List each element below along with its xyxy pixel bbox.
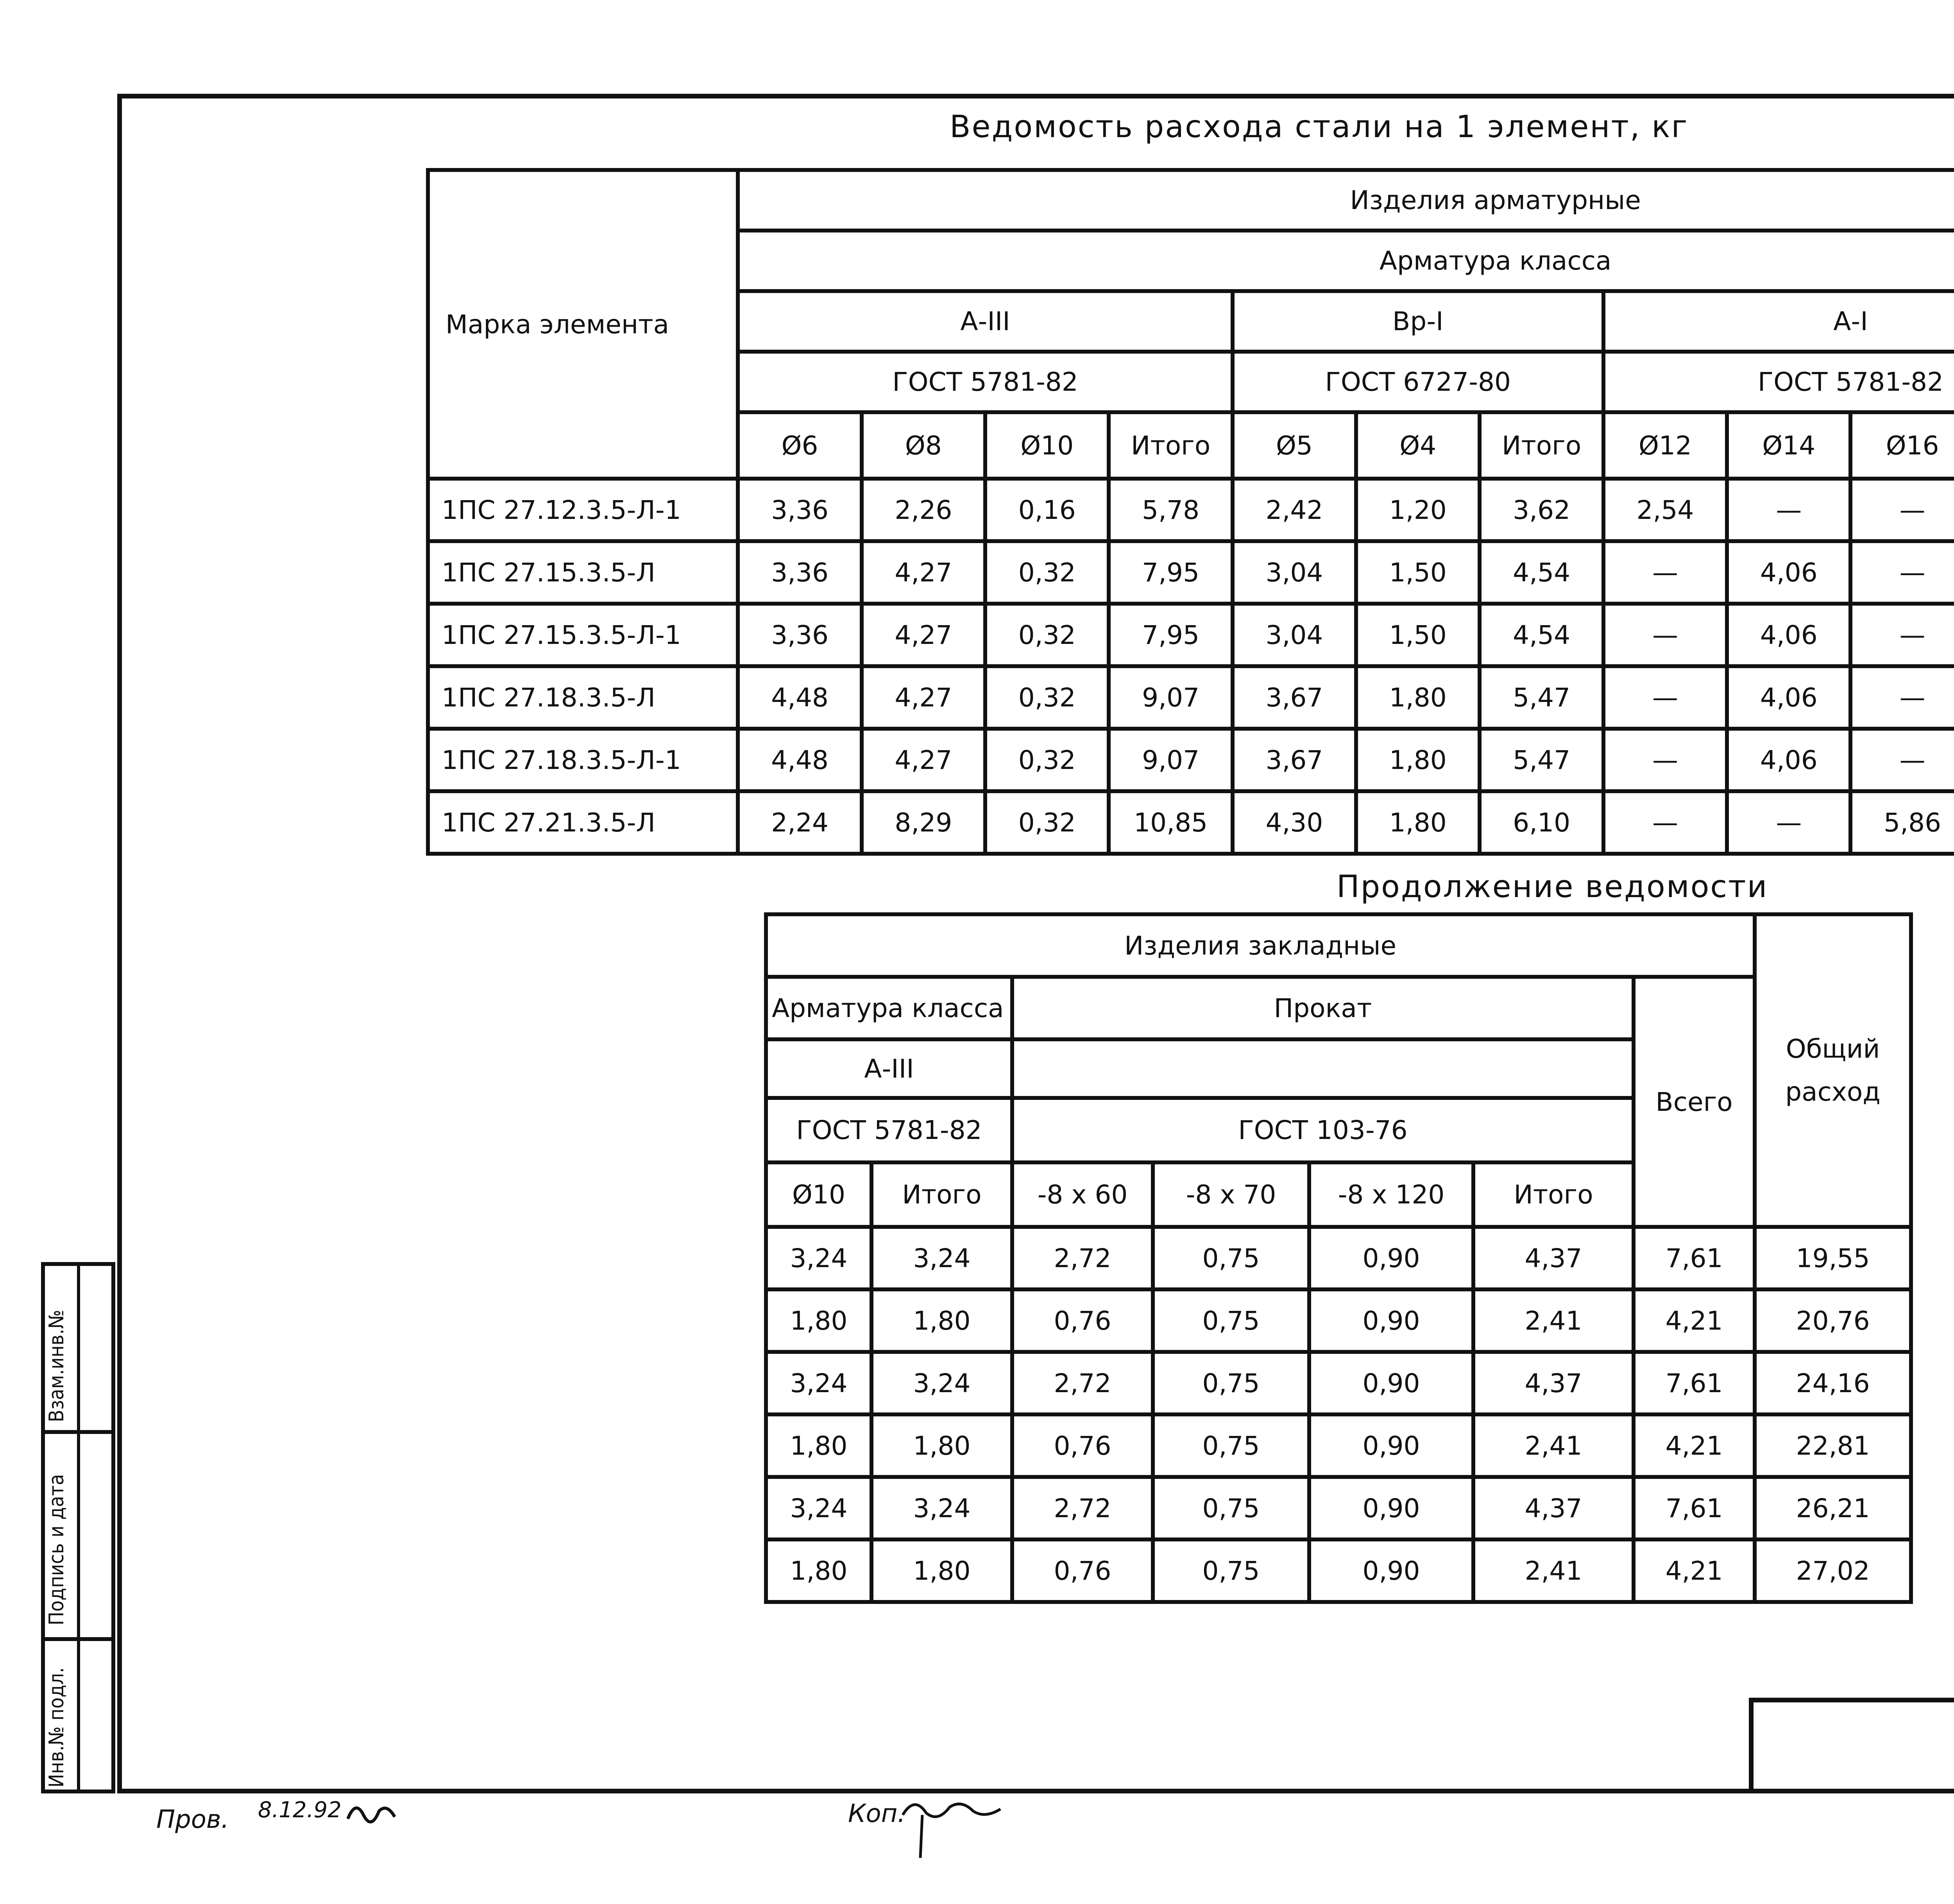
value-cell: 0,76 [1012,1539,1153,1602]
value-cell: — [1850,604,1954,666]
value-cell: 3,04 [1233,541,1356,604]
value-cell: 7,95 [1109,541,1232,604]
value-cell: 0,16 [985,479,1109,541]
value-cell: 2,41 [1473,1414,1634,1477]
value-cell: — [1850,666,1954,729]
value-cell: 3,36 [738,479,861,541]
value-cell: 2,41 [1473,1539,1634,1602]
value-cell: 3,62 [1480,479,1603,541]
value-cell: — [1727,791,1850,854]
header-rolled: Прокат [1012,977,1634,1039]
header-rolled-blank [1012,1039,1634,1098]
value-cell: — [1603,729,1727,791]
header-group2-gost: ГОСТ 6727-80 [1233,352,1603,412]
table-row [428,791,1954,854]
element-mark-cell: 1ПС 27.21.3.5-Л [428,791,738,854]
value-cell: 4,06 [1727,729,1850,791]
value-cell: 0,90 [1309,1477,1473,1539]
embedded-products-table [764,912,1913,1604]
value-cell: 4,27 [862,729,985,791]
col-header: Итого [871,1162,1012,1227]
value-cell: 0,32 [985,666,1109,729]
value-cell: 4,48 [738,666,861,729]
value-cell: 2,72 [1012,1352,1153,1414]
col-header: Ø10 [985,412,1109,479]
value-cell: 10,85 [1109,791,1232,854]
value-cell: 1,80 [766,1414,871,1477]
value-cell: 4,21 [1634,1289,1755,1352]
value-cell: 0,32 [985,729,1109,791]
value-cell: — [1850,479,1954,541]
value-cell: 4,27 [862,604,985,666]
value-cell: — [1727,479,1850,541]
value-cell: 1,80 [1356,791,1480,854]
col-header: -8 x 60 [1012,1162,1153,1227]
footer-checked: Пров. [156,1805,229,1834]
header-rebar-class-2: Арматура класса [766,977,1012,1039]
footer-checked-date: 8.12.92 [258,1797,342,1823]
value-cell: — [1603,541,1727,604]
side-label-inventory: Инв.№ подл. [45,1667,68,1788]
value-cell: 5,78 [1109,479,1232,541]
value-cell: 0,90 [1309,1227,1473,1289]
value-cell: 3,24 [766,1227,871,1289]
value-cell: 0,90 [1309,1539,1473,1602]
value-cell: — [1603,666,1727,729]
value-cell: 3,04 [1233,604,1356,666]
col-header: Ø5 [1233,412,1356,479]
steel-consumption-table [426,168,1954,856]
value-cell: 27,02 [1755,1539,1911,1602]
table-row [766,1414,1911,1477]
value-cell: 1,20 [1356,479,1480,541]
value-cell: 5,47 [1480,729,1603,791]
value-cell: 0,90 [1309,1289,1473,1352]
value-cell: 0,75 [1153,1227,1309,1289]
value-cell: 7,95 [1109,604,1232,666]
value-cell: — [1850,729,1954,791]
header-overall: Общий расход [1755,914,1911,1227]
table-row [766,1289,1911,1352]
element-mark-cell: 1ПС 27.12.3.5-Л-1 [428,479,738,541]
page-title: Ведомость расхода стали на 1 элемент, кг [950,109,1689,145]
value-cell: 4,27 [862,541,985,604]
value-cell: 3,24 [766,1352,871,1414]
value-cell: 5,47 [1480,666,1603,729]
title-block [1749,1698,1954,1793]
checker-signature [344,1795,403,1831]
value-cell: 2,72 [1012,1477,1153,1539]
header-embedded-products: Изделия закладные [766,914,1755,977]
value-cell: 2,54 [1603,479,1727,541]
footer-copied: Коп. [848,1799,905,1828]
table2-body [766,1227,1911,1602]
value-cell: 4,21 [1634,1539,1755,1602]
value-cell: 2,72 [1012,1227,1153,1289]
value-cell: 0,90 [1309,1414,1473,1477]
value-cell: — [1850,541,1954,604]
value-cell: 2,24 [738,791,861,854]
col-header: Итого [1480,412,1603,479]
value-cell: 9,07 [1109,729,1232,791]
col-header: Ø12 [1603,412,1727,479]
element-mark-cell: 1ПС 27.15.3.5-Л [428,541,738,604]
value-cell: 0,76 [1012,1414,1153,1477]
table-row [766,1352,1911,1414]
element-mark-cell: 1ПС 27.18.3.5-Л [428,666,738,729]
value-cell: 2,41 [1473,1289,1634,1352]
value-cell: 3,24 [766,1477,871,1539]
value-cell: 3,24 [871,1227,1012,1289]
value-cell: 0,32 [985,791,1109,854]
value-cell: 22,81 [1755,1414,1911,1477]
value-cell: 3,67 [1233,729,1356,791]
value-cell: 1,80 [766,1539,871,1602]
side-strip-line-2 [45,1637,111,1641]
col-header: -8 x 70 [1153,1162,1309,1227]
table1-body [428,479,1954,854]
value-cell: 3,36 [738,604,861,666]
value-cell: 5,86 [1850,791,1954,854]
header-group1-gost: ГОСТ 5781-82 [738,352,1232,412]
value-cell: 1,80 [871,1414,1012,1477]
value-cell: 3,24 [871,1352,1012,1414]
value-cell: 4,54 [1480,604,1603,666]
element-mark-cell: 1ПС 27.15.3.5-Л-1 [428,604,738,666]
value-cell: 3,67 [1233,666,1356,729]
value-cell: 0,75 [1153,1352,1309,1414]
value-cell: 4,30 [1233,791,1356,854]
table-row [428,604,1954,666]
value-cell: 4,27 [862,666,985,729]
table-row [428,666,1954,729]
value-cell: 0,75 [1153,1477,1309,1539]
value-cell: 4,21 [1634,1414,1755,1477]
value-cell: 7,61 [1634,1352,1755,1414]
value-cell: 0,32 [985,604,1109,666]
value-cell: 1,80 [871,1539,1012,1602]
side-label-signature: Подпись и дата [45,1474,68,1625]
col-header: Итого [1473,1162,1634,1227]
table-row [766,1539,1911,1602]
header-rolled-gost: ГОСТ 103-76 [1012,1098,1634,1162]
value-cell: 4,37 [1473,1227,1634,1289]
value-cell: 0,32 [985,541,1109,604]
value-cell: 24,16 [1755,1352,1911,1414]
header-rebar-gost: ГОСТ 5781-82 [766,1098,1012,1162]
table-row [428,729,1954,791]
table-row [766,1227,1911,1289]
value-cell: 4,06 [1727,666,1850,729]
value-cell: 0,76 [1012,1289,1153,1352]
value-cell: 4,37 [1473,1352,1634,1414]
value-cell: 1,80 [1356,666,1480,729]
side-label-replace: Взам.инв.№ [45,1310,68,1422]
header-rebar-class: Арматура класса [738,231,1954,291]
value-cell: 1,50 [1356,604,1480,666]
side-strip-line-1 [45,1430,111,1434]
col-header: Ø16 [1850,412,1954,479]
value-cell: 7,61 [1634,1477,1755,1539]
table-row [766,1477,1911,1539]
value-cell: 26,21 [1755,1477,1911,1539]
continuation-title: Продолжение ведомости [1337,869,1768,905]
header-total-2: Всего [1634,977,1755,1227]
col-header: Ø10 [766,1162,871,1227]
value-cell: 7,61 [1634,1227,1755,1289]
col-header: Ø8 [862,412,985,479]
value-cell: 19,55 [1755,1227,1911,1289]
table-row [428,541,1954,604]
value-cell: 4,06 [1727,604,1850,666]
value-cell: 3,36 [738,541,861,604]
value-cell: 0,75 [1153,1539,1309,1602]
value-cell: 1,80 [871,1289,1012,1352]
copier-signature [899,1791,1016,1862]
value-cell: — [1603,791,1727,854]
col-header: Ø14 [1727,412,1850,479]
value-cell: 4,48 [738,729,861,791]
value-cell: — [1603,604,1727,666]
value-cell: 2,26 [862,479,985,541]
value-cell: 6,10 [1480,791,1603,854]
header-group3-gost: ГОСТ 5781-82 [1603,352,1954,412]
header-group3-class: А-I [1603,291,1954,352]
value-cell: 20,76 [1755,1289,1911,1352]
table-row [428,479,1954,541]
value-cell: 1,80 [1356,729,1480,791]
value-cell: 4,06 [1727,541,1850,604]
value-cell: 4,54 [1480,541,1603,604]
element-mark-cell: 1ПС 27.18.3.5-Л-1 [428,729,738,791]
header-group2-class: Вр-I [1233,291,1603,352]
value-cell: 9,07 [1109,666,1232,729]
col-header: Итого [1109,412,1232,479]
value-cell: 0,90 [1309,1352,1473,1414]
col-header: Ø6 [738,412,861,479]
value-cell: 2,42 [1233,479,1356,541]
header-mark: Марка элемента [428,170,738,479]
value-cell: 4,37 [1473,1477,1634,1539]
value-cell: 1,80 [766,1289,871,1352]
side-strip-divider [77,1266,80,1790]
header-group1-class: А-III [738,291,1232,352]
header-rebar-grade: А-III [766,1039,1012,1098]
value-cell: 3,24 [871,1477,1012,1539]
value-cell: 0,75 [1153,1289,1309,1352]
col-header: -8 x 120 [1309,1162,1473,1227]
value-cell: 0,75 [1153,1414,1309,1477]
col-header: Ø4 [1356,412,1480,479]
value-cell: 1,50 [1356,541,1480,604]
header-products: Изделия арматурные [738,170,1954,231]
value-cell: 8,29 [862,791,985,854]
